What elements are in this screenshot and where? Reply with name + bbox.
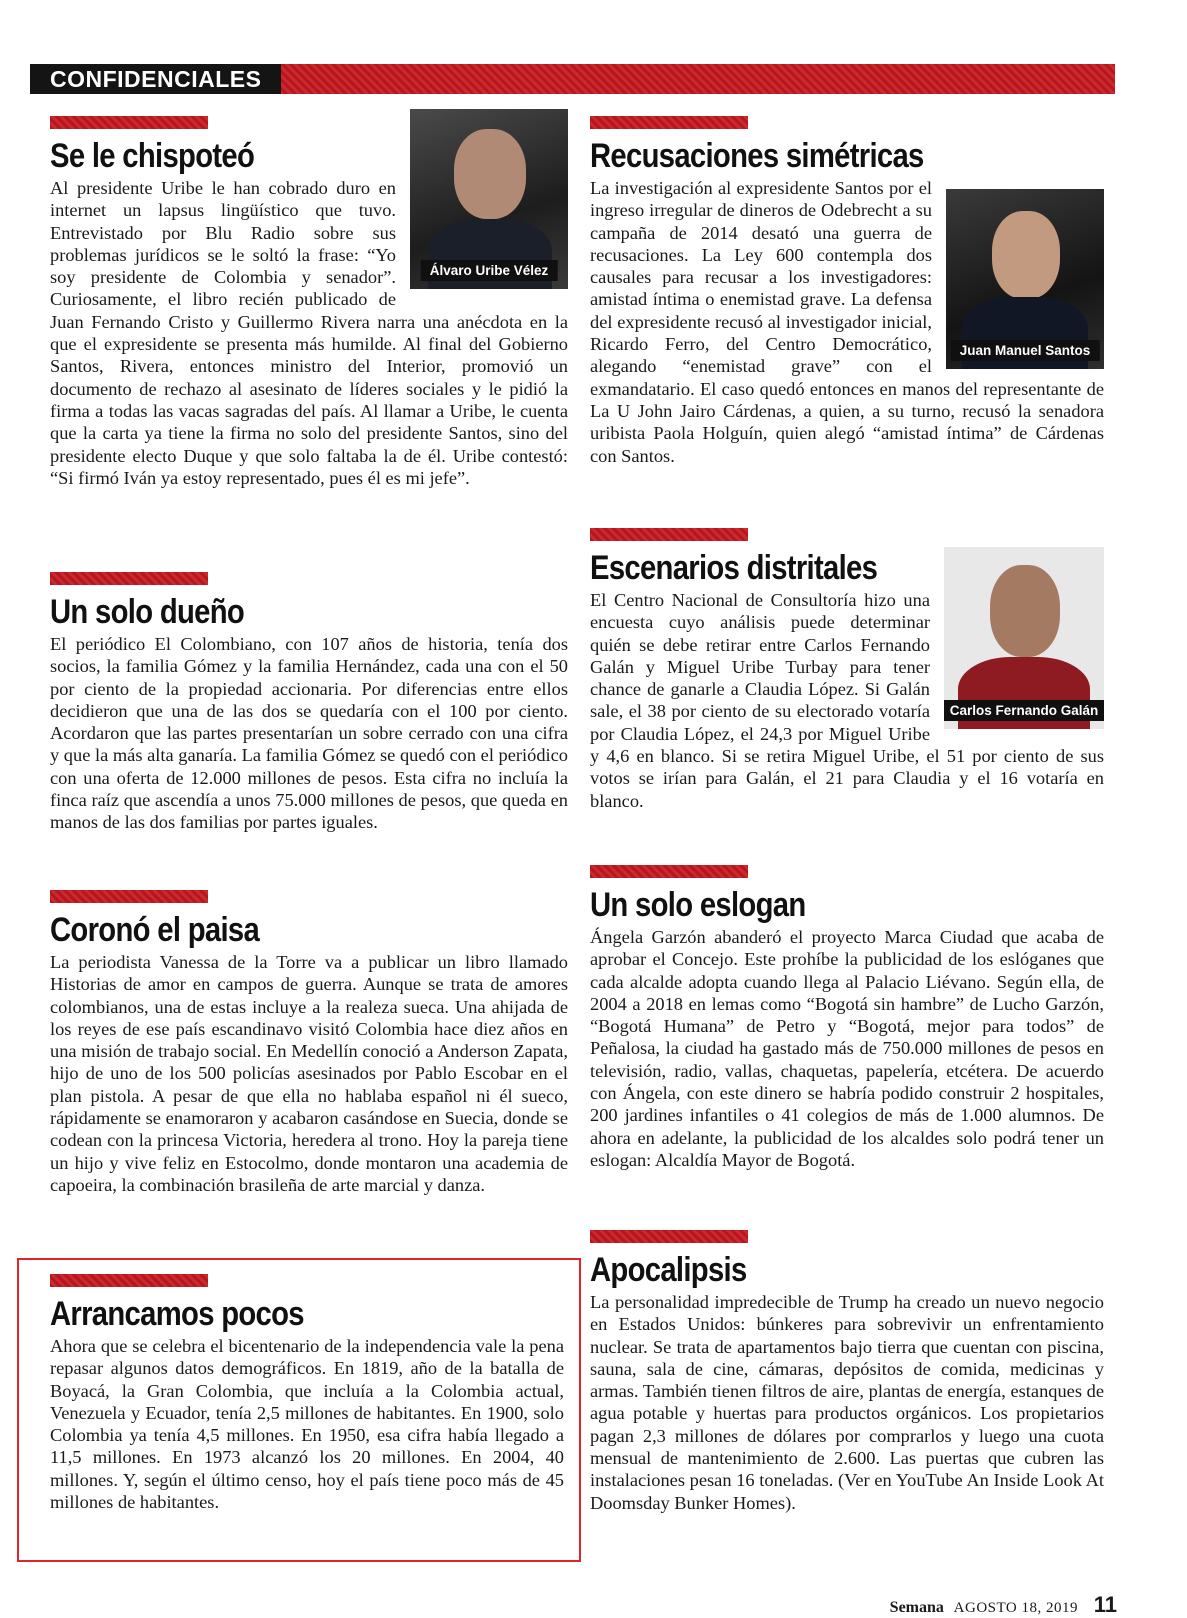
article-body: Ángela Garzón abanderó el proyecto Marca Ciudad que acaba de aprobar el Concejo. Este prohíbe la publicidad de los eslóganes que cada alcalde adopta cuando llega al Palacio Liévano. Según ella, de 2004 a 2018 en lemas como “Bogotá sin hambre” de Lucho Garzón, “Bogotá Humana” de Petro y “Bogotá, mejor para todos” de Peñalosa, la ciudad ha gastado más de 750.000 millones de pesos en televisión, radio, vallas, chaquetas, papelería, etcétera. De acuerdo con Ángela, con este dinero se habría podido construir 2 hospitales, 200 jardines infantiles o 41 colegios de más de 1.000 alumnos. De ahora en adelante, la publicidad de los alcaldes solo podrá tener un eslogan: Alcaldía Mayor de Bogotá. — [590, 927, 1104, 1170]
article-title: Recusaciones simétricas — [590, 137, 924, 175]
article-se-le-chispoteo — [50, 116, 568, 489]
article-un-solo-eslogan — [590, 865, 1104, 1171]
article-title: Escenarios distritales — [590, 549, 878, 587]
article-recusaciones-simetricas — [590, 116, 1104, 467]
article-apocalipsis — [590, 1230, 1104, 1514]
article-body: Al presidente Uribe le han cobrado duro en internet un lapsus lingüístico que tuvo. Entrevistado por Blu Radio sobre sus problemas jurídicos se le soltó la frase: “Yo soy presidente de Colombia y senador”. Curiosamente, el libro recién publicado de Juan Fernando Cristo y Guillermo Rivera narra una anécdota en la que el expresidente se presenta más humilde. Al final del Gobierno Santos, Rivera, entonces ministro del Interior, promovió un documento de rechazo al asesinato de líderes sociales y le pidió la firma a todas las vacas sagradas del país. Al llamar a Uribe, le cuenta que la carta ya tiene la firma no solo del presidente Santos, sino del presidente electo Duque y que solo faltaba la de él. Uribe contestó: “Si firmó Iván ya estoy representado, pues él es mi jefe”. — [50, 178, 568, 488]
accent-bar — [50, 1274, 208, 1287]
photo-caption: Juan Manuel Santos — [951, 340, 1100, 361]
article-title: Arrancamos pocos — [50, 1295, 304, 1333]
article-body: La personalidad impredecible de Trump ha creado un nuevo negocio en Estados Unidos: búnkeres para sobrevivir un enfrentamiento nuclear. Se trata de apartamentos bajo tierra que cuentan con piscina, sauna, sala de cine, cámaras, depósitos de comida, medicinas y armas. También tienen filtros de aire, plantas de energía, estanques de agua potable y huertas para productos orgánicos. Los propietarios pagan 2,3 millones de dólares por comprarlos y luego una cuota mensual de mantenimiento de 2.600. Las puertas que cubren las instalaciones pesan 16 toneladas. (Ver en YouTube An Inside Look At Doomsday Bunker Homes). — [590, 1292, 1104, 1513]
article-body: El periódico El Colombiano, con 107 años de historia, tenía dos socios, la familia Gómez y la familia Hernández, cada una con el 50 por ciento de la propiedad accionaria. Por diferencias entre ellos decidieron que una de las dos se quedaría con el 100 por ciento. Acordaron que las partes presentarían un sobre cerrado con una cifra y que la más alta ganaría. La familia Gómez se quedó con el periódico con una oferta de 12.000 millones de pesos. Esta cifra no incluía la finca raíz que ascendía a unos 75.000 millones de pesos, que queda en manos de las dos familias por partes iguales. — [50, 634, 568, 833]
article-body: La periodista Vanessa de la Torre va a publicar un libro llamado Historias de amor en campos de guerra. Aunque se trata de amores colombianos, una de estas incluye a la realeza sueca. Una ahijada de los reyes de ese país escandinavo visitó Colombia hace diez años en una misión de trabajo social. En Medellín conoció a Anderson Zapata, hijo de uno de los 500 policías asesinados por Pablo Escobar en el plan pistola. A pesar de que ella no hablaba español ni él sueco, rápidamente se enamoraron y acabaron casándose en Suecia, donde se codean con la princesa Victoria, heredera al trono. Hoy la pareja tiene un hijo y vive feliz en Estocolmo, donde montaron una academia de capoeira, la combinación brasileña de arte marcial y danza. — [50, 952, 568, 1195]
article-title: Coronó el paisa — [50, 911, 260, 949]
accent-bar — [590, 528, 748, 541]
page-footer — [890, 1592, 1117, 1618]
article-corono-el-paisa — [50, 890, 568, 1196]
portrait-face — [990, 565, 1060, 657]
accent-bar — [590, 865, 748, 878]
photo-caption: Carlos Fernando Galán — [944, 700, 1104, 721]
accent-bar — [50, 572, 208, 585]
article-body: La investigación al expresidente Santos por el ingreso irregular de dineros de Odebrecht a su campaña de 2014 desató una guerra de recusaciones. La Ley 600 contempla dos causales para recusar a los investigadores: amistad íntima o enemistad grave. La defensa del expresidente recusó al investigador inicial, Ricardo Ferro, del Centro Democrático, alegando “enemistad grave” con el exmandatario. El caso quedó entonces en manos del representante de La U John Jairo Cárdenas, a quien, a su turno, recusó la senadora uribista Paola Holguín, quien alegó “amistad íntima” de Cárdenas con Santos. — [590, 178, 1104, 466]
photo-juan-manuel-santos — [946, 189, 1104, 369]
photo-caption: Álvaro Uribe Vélez — [421, 260, 558, 281]
section-label: CONFIDENCIALES — [30, 64, 281, 94]
article-un-solo-dueno — [50, 572, 568, 834]
photo-alvaro-uribe — [410, 109, 568, 289]
accent-bar — [590, 1230, 748, 1243]
article-escenarios-distritales — [590, 528, 1104, 812]
accent-bar — [50, 890, 208, 903]
photo-carlos-fernando-galan — [944, 547, 1104, 729]
portrait-face — [992, 211, 1060, 299]
article-title: Se le chispoteó — [50, 137, 255, 175]
section-header-bar — [30, 64, 1115, 94]
article-title: Un solo eslogan — [590, 886, 806, 924]
accent-bar — [590, 116, 748, 129]
article-body: El Centro Nacional de Consultoría hizo una encuesta cuyo análisis puede determinar quién se debe retirar entre Carlos Fernando Galán y Miguel Uribe Turbay para tener chance de ganarle a Claudia López. Si Galán sale, el 38 por ciento de su electorado votaría por Claudia López, el 24,3 por Miguel Uribe y 4,6 en blanco. Si se retira Miguel Uribe, el 51 por ciento de sus votos se irían para Galán, el 21 para Claudia y el 16 votaría en blanco. — [590, 590, 1104, 811]
issue-date: AGOSTO 18, 2019 — [953, 1600, 1078, 1616]
article-title: Un solo dueño — [50, 593, 245, 631]
page-number: 11 — [1093, 1592, 1117, 1617]
magazine-name: Semana — [889, 1599, 944, 1616]
article-arrancamos-pocos — [50, 1274, 564, 1513]
article-body: Ahora que se celebra el bicentenario de la independencia vale la pena repasar algunos datos demográficos. En 1819, año de la batalla de Boyacá, la Gran Colombia, que incluía a la Colombia actual, Venezuela y Ecuador, tenía 2,5 millones de habitantes. En 1900, solo Colombia ya tenía 4,5 millones. En 1950, esa cifra había llegado a 11,5 millones. En 1973 alcanzó los 20 millones. En 2004, 40 millones. Y, según el último censo, hoy el país tiene poco más de 45 millones de habitantes. — [50, 1336, 564, 1513]
article-title: Apocalipsis — [590, 1251, 747, 1289]
accent-bar — [50, 116, 208, 129]
